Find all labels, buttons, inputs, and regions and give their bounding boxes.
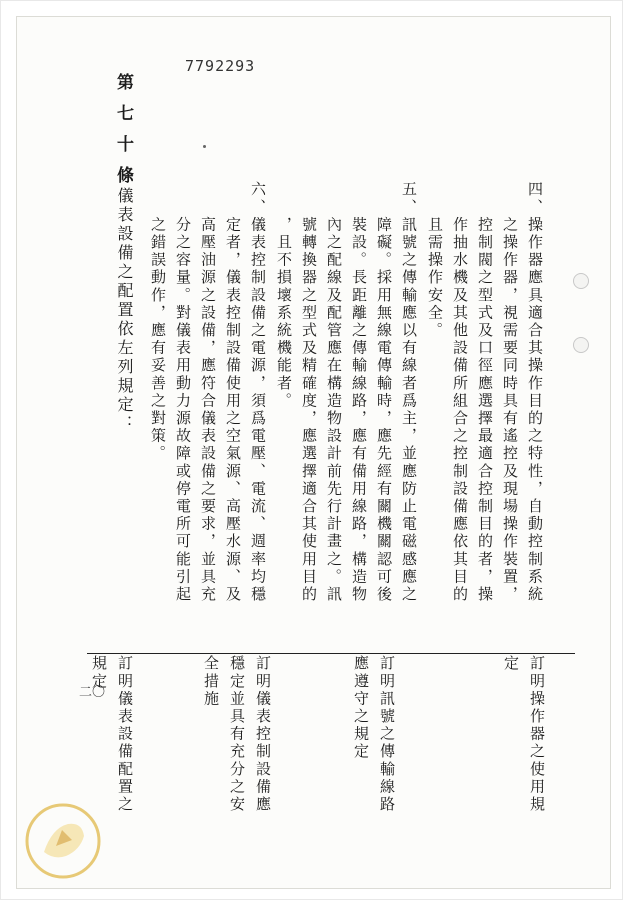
scanned-document-page xyxy=(16,16,611,889)
item-4-col-2: 之操作器，視需要同時具有遙控及現場操作裝置， xyxy=(501,181,519,604)
item-4-col-5: 且需操作安全。 xyxy=(426,181,444,340)
item-5-col-5: 號轉換器之型式及精確度，應選擇適合其使用目的 xyxy=(300,181,318,604)
item-4-col-3: 控制閥之型式及口徑應選擇最適合控制目的者，操 xyxy=(476,181,494,604)
item-5-col-1: 五、訊號之傳輸應以有線者爲主，並應防止電磁感應之 xyxy=(400,181,418,604)
item-6-col-1: 六、儀表控制設備之電源，須爲電壓、電流、週率均穩 xyxy=(249,181,267,604)
item-5-col-6: ，且不損壞系統機能者。 xyxy=(275,181,293,410)
note-signal-col-1: 訂明訊號之傳輸線路 xyxy=(378,655,396,814)
item-6-col-5: 之錯誤動作，應有妥善之對策。 xyxy=(149,181,167,463)
note-operator-col-1: 訂明操作器之使用規 xyxy=(528,655,546,814)
note-signal-col-2: 應遵守之規定 xyxy=(352,655,370,761)
item-5-col-2: 障礙。採用無線電傳輸時，應先經有關機關認可後 xyxy=(375,181,393,604)
item-5-col-4: 內之配線及配管應在構造物設計前先行計畫之。訊 xyxy=(325,181,343,604)
item-6-col-3: 高壓油源之設備，應符合儀表設備之要求，並具充 xyxy=(199,181,217,604)
section-divider xyxy=(87,653,575,654)
page-number: 二〇 xyxy=(79,685,106,700)
note-operator-col-2: 定 xyxy=(502,655,520,673)
note-article-col-1: 訂明儀表設備配置之 xyxy=(116,655,134,814)
ink-dot xyxy=(203,145,206,148)
item-5-col-3: 裝設。長距離之傳輸線路，應有備用線路，構造物 xyxy=(350,181,368,604)
note-power-col-2: 穩定並具有充分之安 xyxy=(228,655,246,814)
document-number: 7792293 xyxy=(185,57,256,75)
punch-hole xyxy=(573,273,589,289)
archive-watermark-icon xyxy=(22,800,104,882)
note-power-col-3: 全措施 xyxy=(202,655,220,708)
note-article-col-2: 規定 xyxy=(90,655,108,691)
article-number: 第七十條 xyxy=(113,73,133,197)
item-4-col-4: 作抽水機及其他設備所組合之控制設備應依其目的 xyxy=(451,181,469,604)
punch-hole xyxy=(573,337,589,353)
item-6-col-2: 定者，儀表控制設備使用之空氣源、高壓水源、及 xyxy=(224,181,242,604)
article-title: 儀表設備之配置依左列規定： xyxy=(115,187,134,434)
item-6-col-4: 分之容量。對儀表用動力源故障或停電所可能引起 xyxy=(174,181,192,604)
item-4-col-1: 四、操作器應具適合其操作目的之特性，自動控制系統 xyxy=(526,181,544,604)
note-power-col-1: 訂明儀表控制設備應 xyxy=(254,655,272,814)
